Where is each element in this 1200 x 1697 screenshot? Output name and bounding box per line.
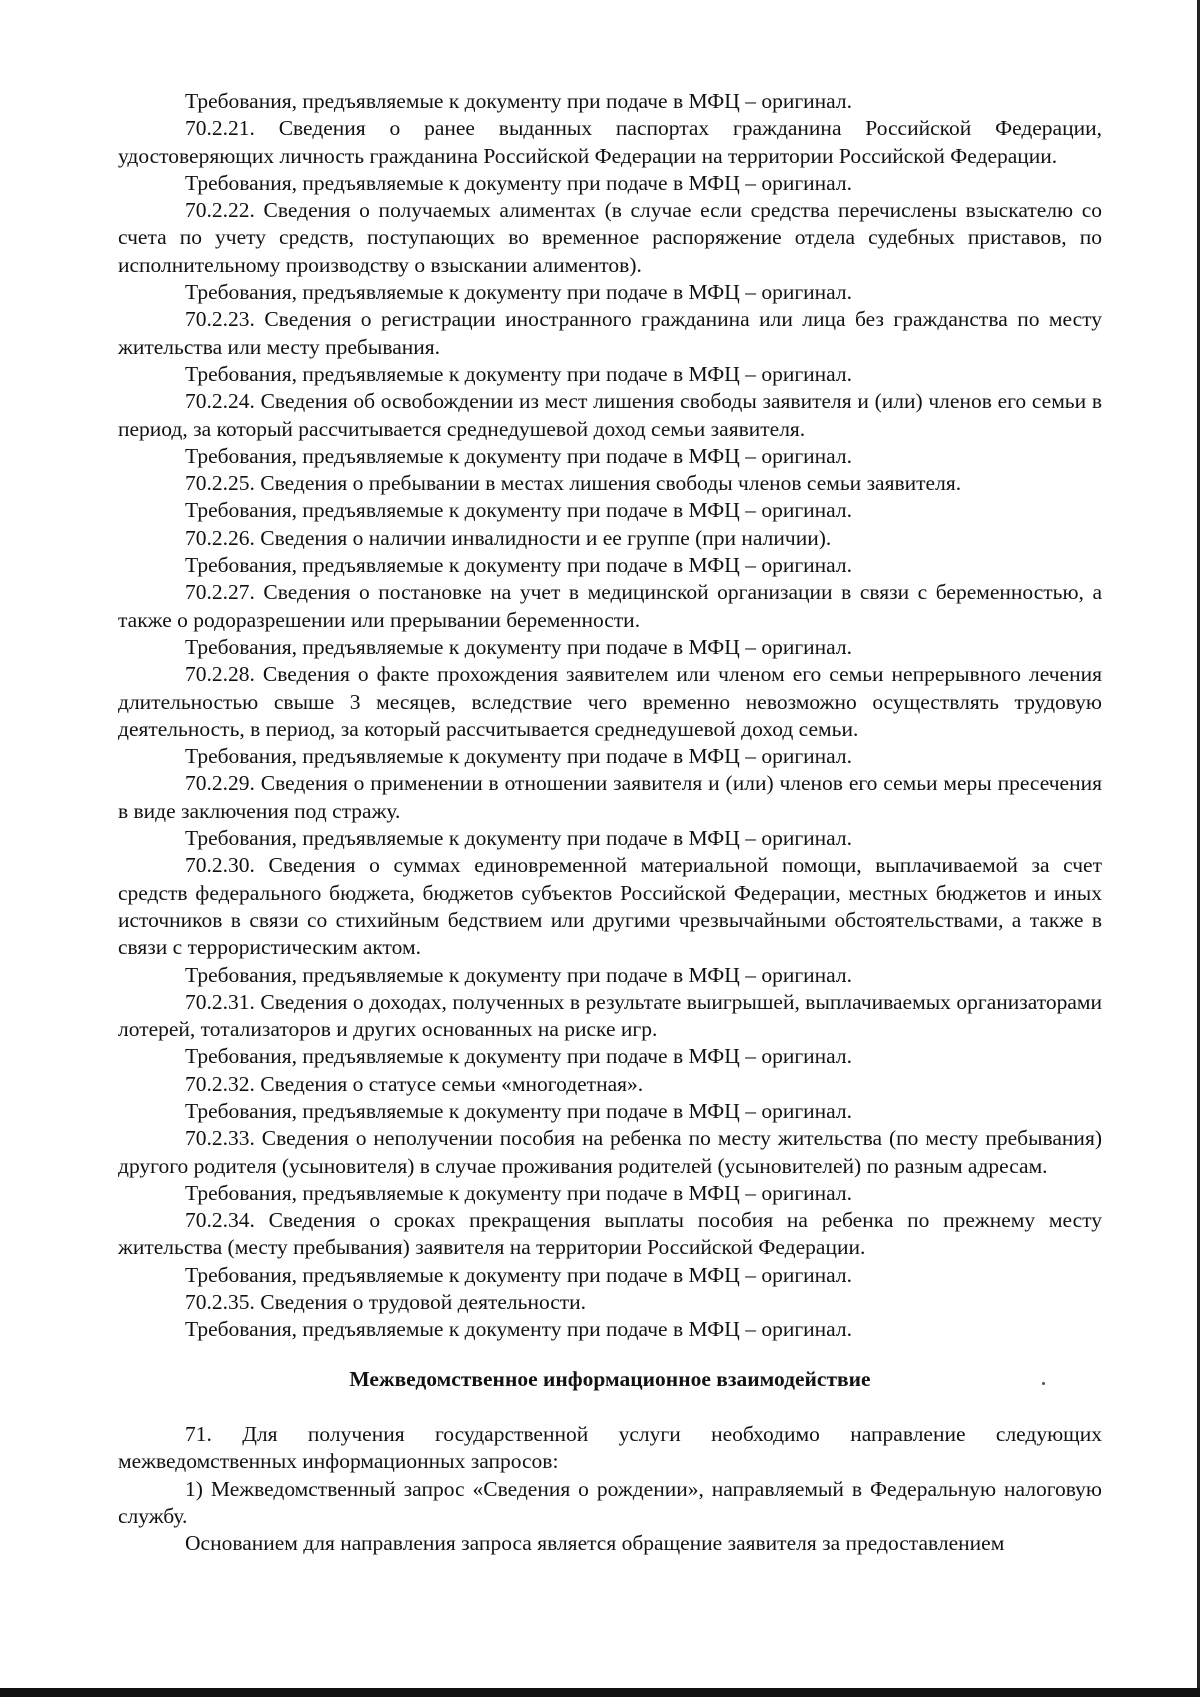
scan-speck — [1042, 1382, 1045, 1385]
requirement-paragraph: 70.2.25. Сведения о пребывании в местах лишения свободы членов семьи заявителя. — [185, 471, 962, 496]
requirement-paragraph: Требования, предъявляемые к документу при подаче в МФЦ – оригинал. — [185, 170, 852, 195]
requirement-paragraph: 70.2.23. Сведения о регистрации иностранного гражданина или лица без гражданства по месту жительства или месту пребывания. — [118, 307, 1102, 359]
requirement-paragraph: Требования, предъявляемые к документу при подаче в МФЦ – оригинал. — [185, 553, 852, 578]
document-body — [118, 88, 1102, 1557]
requirement-paragraph: Требования, предъявляемые к документу при подаче в МФЦ – оригинал. — [185, 744, 852, 769]
requirement-paragraph: Требования, предъявляемые к документу при подаче в МФЦ – оригинал. — [185, 443, 852, 468]
requirement-paragraph: Требования, предъявляемые к документу при подаче в МФЦ – оригинал. — [185, 1044, 852, 1069]
requirement-paragraph: 70.2.34. Сведения о сроках прекращения выплаты пособия на ребенка по прежнему месту жительства (месту пребывания) заявителя на территории Российской Федерации. — [118, 1208, 1102, 1260]
requirement-paragraph: Требования, предъявляемые к документу при подаче в МФЦ – оригинал. — [185, 1262, 852, 1287]
scan-edge-bottom — [0, 1688, 1200, 1697]
requirement-paragraph: 70.2.28. Сведения о факте прохождения заявителем или членом его семьи непрерывного лечения длительностью свыше 3 месяцев, вследствие чего временно невозможно осуществлять трудовую деятельность, в период, за который рассчитывается среднедушевой доход семьи. — [118, 662, 1102, 741]
requirement-paragraph: 70.2.21. Сведения о ранее выданных паспортах гражданина Российской Федерации, удостоверяющих личность гражданина Российской Федерации на территории Российской Федерации. — [118, 116, 1102, 168]
interagency-paragraph: Основанием для направления запроса является обращение заявителя за предоставлением — [185, 1531, 1005, 1556]
requirement-paragraph: 70.2.32. Сведения о статусе семьи «многодетная». — [185, 1071, 644, 1096]
requirement-paragraph: 70.2.30. Сведения о суммах единовременной материальной помощи, выплачиваемой за счет средств федерального бюджета, бюджетов субъектов Российской Федерации, местных бюджетов и иных источников в связи со стихийным бедствием или другими чрезвычайными обстоятельствами, а также в связи с террористическим актом. — [118, 853, 1102, 960]
section-heading: Межведомственное информационное взаимодействие — [349, 1366, 871, 1391]
requirement-paragraph: Требования, предъявляемые к документу при подаче в МФЦ – оригинал. — [185, 1180, 852, 1205]
requirement-paragraph: Требования, предъявляемые к документу при подаче в МФЦ – оригинал. — [185, 826, 852, 851]
requirement-paragraph: Требования, предъявляемые к документу при подаче в МФЦ – оригинал. — [185, 1098, 852, 1123]
requirement-paragraph: Требования, предъявляемые к документу при подаче в МФЦ – оригинал. — [185, 361, 852, 386]
paragraph-group-requirements — [118, 88, 1102, 1344]
requirement-paragraph: 70.2.26. Сведения о наличии инвалидности и ее группе (при наличии). — [185, 525, 832, 550]
requirement-paragraph: Требования, предъявляемые к документу при подаче в МФЦ – оригинал. — [185, 498, 852, 523]
requirement-paragraph: 70.2.33. Сведения о неполучении пособия на ребенка по месту жительства (по месту пребывания) другого родителя (усыновителя) в случае проживания родителей (усыновителей) по разным адресам. — [118, 1126, 1102, 1178]
requirement-paragraph: 70.2.27. Сведения о постановке на учет в медицинской организации в связи с беременностью, а также о родоразрешении или прерывании беременности. — [118, 580, 1102, 632]
requirement-paragraph: 70.2.31. Сведения о доходах, полученных в результате выигрышей, выплачиваемых организаторами лотерей, тотализаторов и других основанных на риске игр. — [118, 989, 1102, 1042]
interagency-paragraph: 71. Для получения государственной услуги необходимо направление следующих межведомственных информационных запросов: — [118, 1421, 1102, 1474]
interagency-paragraph: 1) Межведомственный запрос «Сведения о рождении», направляемый в Федеральную налоговую службу. — [118, 1476, 1102, 1528]
paragraph-group-interagency — [118, 1421, 1102, 1557]
requirement-paragraph: Требования, предъявляемые к документу при подаче в МФЦ – оригинал. — [185, 634, 852, 659]
requirement-paragraph: Требования, предъявляемые к документу при подаче в МФЦ – оригинал. — [185, 962, 852, 987]
requirement-paragraph: Требования, предъявляемые к документу при подаче в МФЦ – оригинал. — [185, 1317, 852, 1342]
requirement-paragraph: 70.2.24. Сведения об освобождении из мест лишения свободы заявителя и (или) членов его семьи в период, за который рассчитывается среднедушевой доход семьи заявителя. — [118, 389, 1102, 441]
requirement-paragraph: Требования, предъявляемые к документу при подаче в МФЦ – оригинал. — [185, 280, 852, 305]
requirement-paragraph: 70.2.22. Сведения о получаемых алиментах (в случае если средства перечислены взыскателю со счета по учету средств, поступающих во временное распоряжение отдела судебных приставов, по исполнительному производству о взыскании алиментов). — [118, 198, 1102, 277]
requirement-paragraph: 70.2.35. Сведения о трудовой деятельности. — [185, 1290, 587, 1315]
requirement-paragraph: Требования, предъявляемые к документу при подаче в МФЦ – оригинал. — [185, 89, 852, 113]
requirement-paragraph: 70.2.29. Сведения о применении в отношении заявителя и (или) членов его семьи меры пресечения в виде заключения под стражу. — [118, 771, 1102, 823]
